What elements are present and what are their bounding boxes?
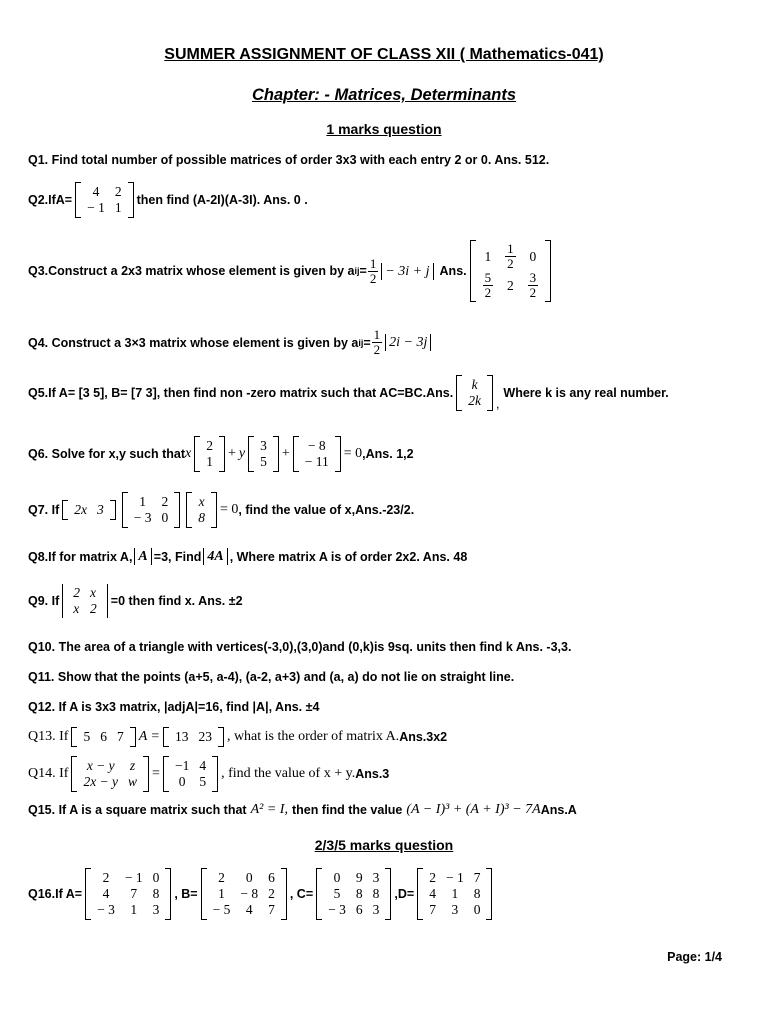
question-13 [28,727,447,747]
q14-rhs-cell: −1 [174,758,190,773]
q6-matrix-3 [293,436,341,472]
q16-a-cell: 0 [152,870,160,885]
q4-abs-expr: 2i − 3j [385,334,431,351]
q6-matrix-1 [194,436,225,472]
question-12: Q12. If A is 3x3 matrix, |adjA|=16, find |A|, Ans. ±4 [28,700,320,714]
q6-x: x [185,446,192,461]
q13-row-cell: 7 [116,729,124,744]
q7-ans: Ans.-23/2. [355,503,415,517]
q7-col-cell: x [198,494,205,509]
q13-a: A = [138,729,160,744]
q7-row-cell: 2x [74,502,88,517]
q7-mid-cell: − 3 [133,510,152,525]
q6-matrix-2 [248,436,279,472]
question-8 [28,548,467,565]
q9-det-cell: 2 [73,585,81,600]
q16-a-cell: 7 [130,886,138,901]
q16-d-cell: 4 [429,886,436,901]
q14-rhs-cell: 4 [199,758,207,773]
q7-tail: , find the value of x, [238,503,356,517]
q9-det-cell: x [73,601,80,616]
question-3 [28,240,554,302]
q6-m2-cell: 5 [260,454,267,469]
q3-eq: = [359,264,367,278]
q14-lhs-cell: x − y [86,758,115,773]
q5-tail: Where k is any real number. [503,386,669,400]
q16-d-cell: 1 [451,886,459,901]
q7-label: Q7. If [28,503,60,517]
page-number: Page: 1/4 [667,950,722,964]
q16-d-cell: 2 [429,870,436,885]
q7-row-cell: 3 [97,502,104,517]
q6-m2-cell: 3 [260,438,267,453]
chapter-heading: Chapter: - Matrices, Determinants [251,86,517,104]
q15-cond: A² = I, [250,802,288,817]
q3-label: Q3.Construct a 2x3 matrix whose element is given by a [28,264,355,278]
q16-d-label: ,D= [394,887,415,901]
q2-matrix-cell: 1 [114,200,122,215]
q4-label: Q4. Construct a 3×3 matrix whose element is given by a [28,335,359,350]
q5-comma: , [495,397,500,411]
q7-col-matrix [186,492,217,528]
q4-eq: = [363,335,371,350]
q2-matrix-cell: 2 [114,184,122,199]
section-heading-1: 1 marks question [326,121,442,137]
q6-m1-cell: 1 [206,454,213,469]
q2-matrix-cell: − 1 [87,200,105,215]
q16-b-label: , B= [174,887,198,901]
question-7 [28,492,414,528]
q3-matrix-cell: 1 [484,248,492,264]
q16-c-cell: 6 [355,902,363,917]
q16-c-cell: 8 [372,886,380,901]
q6-ans: ,Ans. 1,2 [362,447,414,461]
q2-matrix [75,182,134,218]
q8-abs-a: A [134,548,151,565]
q16-matrix-a [85,868,171,920]
q6-eq: = 0 [343,446,363,461]
q14-lhs-matrix [71,756,149,792]
question-11: Q11. Show that the points (a+5, a-4), (a-2, a+3) and (a, a) do not lie on straight line. [28,670,515,684]
q9-det-cell: x [90,585,97,600]
q14-label: Q14. If [28,766,69,781]
q9-determinant [62,584,108,618]
page-title: SUMMER ASSIGNMENT OF CLASS XII ( Mathematics-041) [164,46,604,63]
q2-matrix-cell: 4 [92,184,100,199]
question-14 [28,756,389,792]
q6-m3-cell: − 11 [304,454,329,469]
q6-plus-2: + [281,446,290,461]
q3-matrix-cell: $\frac{1}{2}$ [507,241,514,271]
q14-ans: Ans.3 [355,767,390,781]
q6-plus-1: + [227,446,236,461]
q16-d-cell: 3 [451,902,459,917]
question-15 [28,802,577,818]
q3-ans: Ans. [439,264,467,278]
q6-m1-cell: 2 [206,438,213,453]
question-10: Q10. The area of a triangle with vertices(-3,0),(3,0)and (0,k)is 9sq. units then find k Ans. -3,3. [28,640,572,654]
q7-mid-matrix [122,492,181,528]
q14-eq: = [152,766,160,781]
q16-b-cell: 1 [218,886,225,901]
q14-rhs-cell: 5 [199,774,207,789]
q8-text-a: Q8.If for matrix A, [28,549,133,564]
q16-label: Q16.If A= [28,887,83,901]
q16-a-cell: 1 [130,902,138,917]
q6-label: Q6. Solve for x,y such that [28,447,185,461]
q14-rhs-matrix [163,756,218,792]
q2-tail: then find (A-2I)(A-3I). Ans. 0 . [136,193,308,207]
q8-text-b: =3, Find [153,549,202,564]
q16-b-cell: 0 [245,870,253,885]
q5-ans: Ans. [426,386,454,400]
question-6 [28,436,414,472]
q6-y: y [238,446,246,461]
q16-a-cell: − 1 [124,870,143,885]
q3-fraction: $\frac{1}{2}$ [369,255,377,286]
question-9 [28,584,243,618]
q9-tail: =0 then find x. Ans. ±2 [110,594,243,608]
q16-a-cell: 3 [152,902,160,917]
question-4 [28,328,433,357]
q16-d-cell: 8 [473,886,481,901]
q16-b-cell: − 5 [212,902,231,917]
q16-matrix-c [316,868,391,920]
q16-d-cell: 7 [429,902,436,917]
q7-col-cell: 8 [198,510,206,525]
q13-ans: Ans.3x2 [399,730,448,744]
q16-b-cell: 4 [245,902,253,917]
q16-matrix-b [201,868,287,920]
q13-row-cell: 5 [83,729,91,744]
q16-a-cell: 8 [152,886,160,901]
q3-sub: ij [354,266,360,276]
q16-b-cell: 6 [268,870,275,885]
q16-c-cell: 5 [333,886,341,901]
question-5 [28,375,669,411]
q9-det-cell: 2 [90,601,97,616]
q13-rhs-matrix [163,727,224,747]
q7-mid-cell: 0 [161,510,169,525]
q14-lhs-cell: w [128,774,138,789]
q16-b-cell: 2 [218,870,225,885]
q16-d-cell: 0 [473,902,481,917]
q16-d-cell: − 1 [445,870,464,885]
q3-abs-expr: − 3i + j [381,263,433,280]
q16-a-cell: 2 [102,870,110,885]
q16-b-cell: − 8 [240,886,259,901]
q5-matrix-cell: 2k [468,393,481,408]
q16-b-cell: 7 [268,902,275,917]
q13-row-matrix [71,727,135,747]
q3-matrix-cell: $\frac{3}{2}$ [529,270,537,300]
q8-text-c: , Where matrix A is of order 2x2. Ans. 48 [229,549,468,564]
q13-tail: , what is the order of matrix A. [226,729,400,744]
q7-eq: = 0 [220,502,239,517]
q16-c-cell: 3 [372,902,380,917]
question-1: Q1. Find total number of possible matrices of order 3x3 with each entry 2 or 0. Ans. 512. [28,153,550,167]
question-2 [28,182,308,218]
q3-matrix-cell: 2 [507,277,514,293]
q13-rhs-cell: 23 [198,729,212,744]
question-16 [28,868,495,920]
q5-matrix [456,375,493,411]
q16-c-cell: 9 [355,870,363,885]
q5-text: Q5.If A= [3 5], B= [7 3], then find non -zero matrix such that AC=BC. [28,386,427,400]
q7-mid-cell: 1 [139,494,147,509]
q6-m3-cell: − 8 [307,438,326,453]
q14-lhs-cell: 2x − y [83,774,119,789]
q7-mid-cell: 2 [161,494,169,509]
q4-sub: ij [358,337,364,348]
q16-a-cell: − 3 [97,902,115,917]
q16-c-label: , C= [289,887,314,901]
q2-label: Q2.IfA= [28,193,73,207]
q3-answer-matrix [470,240,552,302]
q14-lhs-cell: z [129,758,136,773]
q13-label: Q13. If [28,729,69,744]
q15-text: Q15. If A is a square matrix such that [28,803,247,817]
q16-d-cell: 7 [473,870,481,885]
q3-matrix-cell: 0 [529,248,537,264]
q8-abs-4a: 4A [203,548,227,565]
q16-c-cell: 3 [372,870,380,885]
q16-c-cell: 0 [333,870,341,885]
q14-tail: , find the value of x + y. [221,766,356,781]
q14-rhs-cell: 0 [178,774,186,789]
q4-fraction: $\frac{1}{2}$ [373,327,381,357]
q16-c-cell: 8 [355,886,363,901]
q15-expr: (A − I)³ + (A + I)³ − 7A [406,802,541,817]
q16-b-cell: 2 [268,886,275,901]
q3-matrix-cell: $\frac{5}{2}$ [484,270,492,300]
q16-matrix-d [417,868,492,920]
q5-matrix-cell: k [471,377,478,392]
q16-a-cell: 4 [102,886,110,901]
q15-ans: Ans.A [540,803,577,817]
q13-rhs-cell: 13 [174,729,189,744]
q16-c-cell: − 3 [328,902,346,917]
q15-mid: then find the value [291,803,403,817]
q7-row-matrix [62,500,116,520]
q9-label: Q9. If [28,594,60,608]
section-heading-2: 2/3/5 marks question [314,837,454,853]
q13-row-cell: 6 [100,729,107,744]
